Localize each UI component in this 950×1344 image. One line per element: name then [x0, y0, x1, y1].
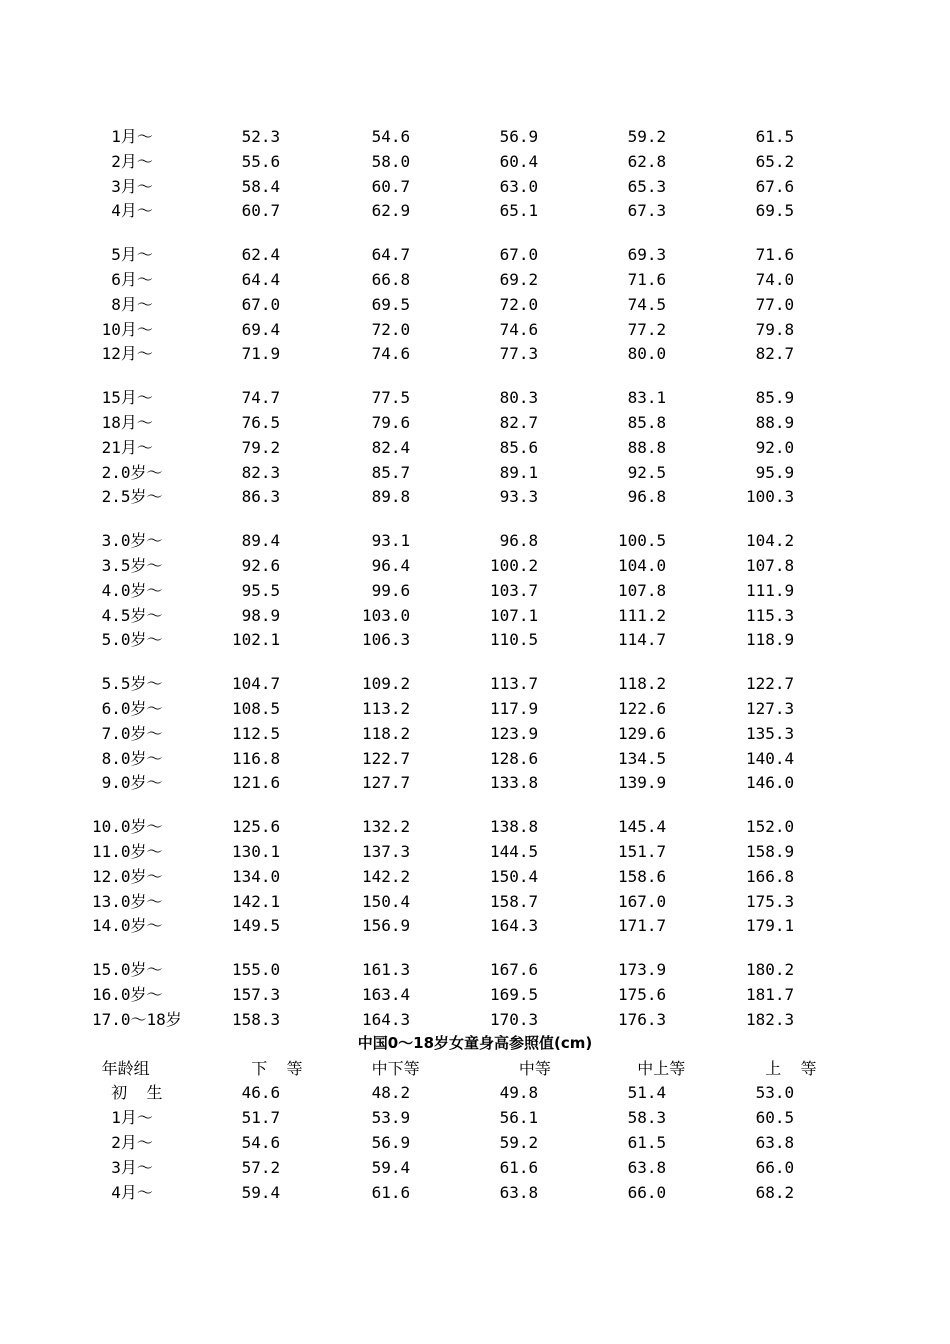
table-row — [0, 672, 950, 696]
table-row — [0, 293, 950, 317]
upper-middle-cell: 77.2 — [618, 319, 667, 339]
age-group-cell: 7.0岁～ — [92, 723, 163, 743]
middle-cell: 56.9 — [490, 127, 539, 146]
table-row — [0, 914, 950, 938]
table-row — [0, 461, 950, 485]
table-row — [0, 243, 950, 267]
high-cell: 95.9 — [746, 462, 795, 482]
high-cell: 175.3 — [746, 891, 795, 911]
middle-cell: 167.6 — [490, 960, 539, 980]
upper-middle-cell: 58.3 — [618, 1108, 667, 1128]
low-cell: 74.7 — [232, 388, 281, 408]
lower-middle-cell: 137.3 — [362, 842, 411, 861]
table-row — [0, 697, 950, 721]
upper-middle-cell: 69.3 — [618, 245, 667, 265]
table-row — [0, 1081, 950, 1105]
upper-middle-cell: 171.7 — [618, 916, 667, 936]
age-group-cell: 6月～ — [92, 270, 153, 289]
table-row — [0, 342, 950, 366]
upper-middle-cell: 83.1 — [618, 388, 667, 408]
table-row — [0, 1156, 950, 1180]
lower-middle-cell: 69.5 — [362, 294, 411, 314]
table-row — [0, 268, 950, 292]
table-row — [0, 199, 950, 223]
upper-middle-cell: 176.3 — [618, 1009, 667, 1029]
upper-middle-cell: 134.5 — [618, 748, 667, 768]
table-row — [0, 628, 950, 652]
age-group-cell: 4月～ — [92, 1182, 153, 1202]
age-group-cell: 6.0岁～ — [92, 699, 163, 718]
high-cell: 127.3 — [746, 699, 795, 718]
high-cell: 135.3 — [746, 723, 795, 743]
low-cell: 157.3 — [232, 985, 281, 1004]
low-cell: 82.3 — [232, 462, 281, 482]
table-row — [0, 175, 950, 199]
lower-middle-cell: 53.9 — [362, 1108, 411, 1128]
middle-cell: 113.7 — [490, 674, 539, 694]
age-group-cell: 9.0岁～ — [92, 773, 163, 793]
high-cell: 69.5 — [746, 201, 795, 221]
upper-middle-cell: 61.5 — [618, 1133, 667, 1152]
lower-middle-cell: 56.9 — [362, 1133, 411, 1152]
high-cell: 115.3 — [746, 605, 795, 625]
table-row — [0, 554, 950, 578]
low-cell: 112.5 — [232, 723, 281, 743]
upper-middle-cell: 104.0 — [618, 556, 667, 575]
low-cell: 142.1 — [232, 891, 281, 911]
high-cell: 107.8 — [746, 556, 795, 575]
age-group-cell: 3月～ — [92, 1157, 153, 1177]
table-row — [0, 983, 950, 1007]
high-cell: 181.7 — [746, 985, 795, 1004]
lower-middle-cell: 99.6 — [362, 580, 411, 600]
middle-cell: 158.7 — [490, 891, 539, 911]
low-cell: 71.9 — [232, 344, 281, 364]
high-cell: 182.3 — [746, 1009, 795, 1029]
middle-cell: 110.5 — [490, 630, 539, 650]
middle-cell: 80.3 — [490, 388, 539, 408]
low-cell: 158.3 — [232, 1009, 281, 1029]
upper-middle-cell: 151.7 — [618, 842, 667, 861]
low-cell: 98.9 — [232, 605, 281, 625]
high-cell: 61.5 — [746, 127, 795, 146]
lower-middle-cell: 74.6 — [362, 344, 411, 364]
upper-middle-cell: 71.6 — [618, 270, 667, 289]
upper-middle-cell: 65.3 — [618, 176, 667, 196]
high-cell: 122.7 — [746, 674, 795, 694]
middle-cell: 128.6 — [490, 748, 539, 768]
high-cell: 158.9 — [746, 842, 795, 861]
low-cell: 60.7 — [232, 201, 281, 221]
age-group-cell: 5.0岁～ — [92, 630, 163, 650]
low-cell: 67.0 — [232, 294, 281, 314]
lower-middle-cell: 77.5 — [362, 388, 411, 408]
high-cell: 179.1 — [746, 916, 795, 936]
middle-cell: 96.8 — [490, 531, 539, 551]
age-group-cell: 16.0岁～ — [92, 985, 163, 1004]
high-cell: 66.0 — [746, 1157, 795, 1177]
middle-cell: 133.8 — [490, 773, 539, 793]
lower-middle-cell: 59.4 — [362, 1157, 411, 1177]
lower-middle-cell: 60.7 — [362, 176, 411, 196]
table-title: 中国0～18岁女童身高参照值(cm) — [357, 1033, 593, 1052]
low-cell: 116.8 — [232, 748, 281, 768]
table-row — [0, 529, 950, 553]
high-cell: 166.8 — [746, 866, 795, 886]
lower-middle-cell: 64.7 — [362, 245, 411, 265]
table-row — [0, 722, 950, 746]
middle-cell: 82.7 — [490, 413, 539, 432]
low-cell: 57.2 — [232, 1157, 281, 1177]
low-cell: 51.7 — [232, 1108, 281, 1128]
age-group-cell: 4.0岁～ — [92, 580, 163, 600]
lower-middle-cell: 150.4 — [362, 891, 411, 911]
table-row — [0, 604, 950, 628]
age-group-cell: 1月～ — [92, 127, 153, 146]
upper-middle-cell: 167.0 — [618, 891, 667, 911]
table-header-row — [0, 1057, 950, 1081]
table-row — [0, 579, 950, 603]
age-group-cell: 1月～ — [92, 1108, 153, 1128]
low-cell: 下 等 — [232, 1058, 303, 1078]
middle-cell: 85.6 — [490, 437, 539, 457]
high-cell: 140.4 — [746, 748, 795, 768]
lower-middle-cell: 156.9 — [362, 916, 411, 936]
table-row — [0, 958, 950, 982]
age-group-cell: 13.0岁～ — [92, 891, 163, 911]
lower-middle-cell: 66.8 — [362, 270, 411, 289]
upper-middle-cell: 114.7 — [618, 630, 667, 650]
middle-cell: 49.8 — [490, 1083, 539, 1103]
lower-middle-cell: 93.1 — [362, 531, 411, 551]
middle-cell: 中等 — [490, 1058, 551, 1078]
upper-middle-cell: 175.6 — [618, 985, 667, 1004]
age-group-cell: 17.0～18岁 — [92, 1009, 182, 1029]
low-cell: 76.5 — [232, 413, 281, 432]
lower-middle-cell: 103.0 — [362, 605, 411, 625]
table-row — [0, 1106, 950, 1130]
age-group-cell: 18月～ — [92, 413, 153, 432]
table-row — [0, 1008, 950, 1032]
middle-cell: 123.9 — [490, 723, 539, 743]
lower-middle-cell: 106.3 — [362, 630, 411, 650]
low-cell: 69.4 — [232, 319, 281, 339]
upper-middle-cell: 139.9 — [618, 773, 667, 793]
high-cell: 85.9 — [746, 388, 795, 408]
lower-middle-cell: 163.4 — [362, 985, 411, 1004]
middle-cell: 61.6 — [490, 1157, 539, 1177]
low-cell: 155.0 — [232, 960, 281, 980]
high-cell: 82.7 — [746, 344, 795, 364]
age-group-cell: 2月～ — [92, 1133, 153, 1152]
low-cell: 104.7 — [232, 674, 281, 694]
high-cell: 92.0 — [746, 437, 795, 457]
age-group-cell: 年龄组 — [92, 1058, 150, 1078]
lower-middle-cell: 127.7 — [362, 773, 411, 793]
lower-middle-cell: 中下等 — [362, 1058, 420, 1078]
age-group-cell: 2月～ — [92, 151, 153, 171]
high-cell: 104.2 — [746, 531, 795, 551]
high-cell: 60.5 — [746, 1108, 795, 1128]
table-row — [0, 318, 950, 342]
low-cell: 59.4 — [232, 1182, 281, 1202]
table-row — [0, 890, 950, 914]
middle-cell: 74.6 — [490, 319, 539, 339]
low-cell: 62.4 — [232, 245, 281, 265]
lower-middle-cell: 48.2 — [362, 1083, 411, 1103]
upper-middle-cell: 111.2 — [618, 605, 667, 625]
middle-cell: 77.3 — [490, 344, 539, 364]
high-cell: 152.0 — [746, 817, 795, 837]
middle-cell: 65.1 — [490, 201, 539, 221]
age-group-cell: 3.5岁～ — [92, 556, 163, 575]
table-row — [0, 865, 950, 889]
lower-middle-cell: 109.2 — [362, 674, 411, 694]
low-cell: 86.3 — [232, 487, 281, 507]
low-cell: 64.4 — [232, 270, 281, 289]
lower-middle-cell: 142.2 — [362, 866, 411, 886]
lower-middle-cell: 72.0 — [362, 319, 411, 339]
age-group-cell: 10月～ — [92, 319, 153, 339]
age-group-cell: 8.0岁～ — [92, 748, 163, 768]
middle-cell: 60.4 — [490, 151, 539, 171]
low-cell: 102.1 — [232, 630, 281, 650]
low-cell: 89.4 — [232, 531, 281, 551]
upper-middle-cell: 100.5 — [618, 531, 667, 551]
table-row — [0, 815, 950, 839]
upper-middle-cell: 66.0 — [618, 1182, 667, 1202]
middle-cell: 138.8 — [490, 817, 539, 837]
upper-middle-cell: 62.8 — [618, 151, 667, 171]
lower-middle-cell: 118.2 — [362, 723, 411, 743]
age-group-cell: 11.0岁～ — [92, 842, 163, 861]
age-group-cell: 21月～ — [92, 437, 153, 457]
high-cell: 65.2 — [746, 151, 795, 171]
upper-middle-cell: 59.2 — [618, 127, 667, 146]
low-cell: 79.2 — [232, 437, 281, 457]
table-row — [0, 771, 950, 795]
upper-middle-cell: 74.5 — [618, 294, 667, 314]
upper-middle-cell: 中上等 — [618, 1058, 686, 1078]
middle-cell: 89.1 — [490, 462, 539, 482]
middle-cell: 67.0 — [490, 245, 539, 265]
age-group-cell: 12.0岁～ — [92, 866, 163, 886]
low-cell: 125.6 — [232, 817, 281, 837]
low-cell: 121.6 — [232, 773, 281, 793]
middle-cell: 100.2 — [490, 556, 539, 575]
high-cell: 71.6 — [746, 245, 795, 265]
low-cell: 54.6 — [232, 1133, 281, 1152]
high-cell: 68.2 — [746, 1182, 795, 1202]
table-row — [0, 840, 950, 864]
age-group-cell: 5月～ — [92, 245, 153, 265]
upper-middle-cell: 92.5 — [618, 462, 667, 482]
low-cell: 92.6 — [232, 556, 281, 575]
high-cell: 180.2 — [746, 960, 795, 980]
high-cell: 111.9 — [746, 580, 795, 600]
high-cell: 79.8 — [746, 319, 795, 339]
low-cell: 95.5 — [232, 580, 281, 600]
high-cell: 146.0 — [746, 773, 795, 793]
table-row — [0, 1181, 950, 1205]
middle-cell: 63.8 — [490, 1182, 539, 1202]
age-group-cell: 10.0岁～ — [92, 817, 163, 837]
high-cell: 88.9 — [746, 413, 795, 432]
lower-middle-cell: 54.6 — [362, 127, 411, 146]
age-group-cell: 5.5岁～ — [92, 674, 163, 694]
age-group-cell: 15月～ — [92, 388, 153, 408]
upper-middle-cell: 118.2 — [618, 674, 667, 694]
table-row — [0, 485, 950, 509]
table-row — [0, 411, 950, 435]
lower-middle-cell: 79.6 — [362, 413, 411, 432]
middle-cell: 63.0 — [490, 176, 539, 196]
upper-middle-cell: 67.3 — [618, 201, 667, 221]
upper-middle-cell: 145.4 — [618, 817, 667, 837]
lower-middle-cell: 61.6 — [362, 1182, 411, 1202]
middle-cell: 150.4 — [490, 866, 539, 886]
middle-cell: 170.3 — [490, 1009, 539, 1029]
low-cell: 149.5 — [232, 916, 281, 936]
age-group-cell: 2.0岁～ — [92, 462, 163, 482]
lower-middle-cell: 82.4 — [362, 437, 411, 457]
table-row — [0, 125, 950, 149]
high-cell: 53.0 — [746, 1083, 795, 1103]
lower-middle-cell: 132.2 — [362, 817, 411, 837]
high-cell: 77.0 — [746, 294, 795, 314]
lower-middle-cell: 85.7 — [362, 462, 411, 482]
age-group-cell: 4.5岁～ — [92, 605, 163, 625]
age-group-cell: 3.0岁～ — [92, 531, 163, 551]
lower-middle-cell: 58.0 — [362, 151, 411, 171]
middle-cell: 103.7 — [490, 580, 539, 600]
high-cell: 67.6 — [746, 176, 795, 196]
middle-cell: 144.5 — [490, 842, 539, 861]
low-cell: 108.5 — [232, 699, 281, 718]
upper-middle-cell: 158.6 — [618, 866, 667, 886]
low-cell: 46.6 — [232, 1083, 281, 1103]
low-cell: 55.6 — [232, 151, 281, 171]
middle-cell: 72.0 — [490, 294, 539, 314]
upper-middle-cell: 80.0 — [618, 344, 667, 364]
middle-cell: 107.1 — [490, 605, 539, 625]
upper-middle-cell: 122.6 — [618, 699, 667, 718]
upper-middle-cell: 63.8 — [618, 1157, 667, 1177]
high-cell: 118.9 — [746, 630, 795, 650]
table-row — [0, 1131, 950, 1155]
age-group-cell: 8月～ — [92, 294, 153, 314]
low-cell: 130.1 — [232, 842, 281, 861]
lower-middle-cell: 161.3 — [362, 960, 411, 980]
middle-cell: 117.9 — [490, 699, 539, 718]
lower-middle-cell: 164.3 — [362, 1009, 411, 1029]
middle-cell: 56.1 — [490, 1108, 539, 1128]
upper-middle-cell: 88.8 — [618, 437, 667, 457]
middle-cell: 169.5 — [490, 985, 539, 1004]
age-group-cell: 2.5岁～ — [92, 487, 163, 507]
table-row — [0, 386, 950, 410]
upper-middle-cell: 173.9 — [618, 960, 667, 980]
middle-cell: 93.3 — [490, 487, 539, 507]
high-cell: 74.0 — [746, 270, 795, 289]
lower-middle-cell: 89.8 — [362, 487, 411, 507]
table-row — [0, 150, 950, 174]
lower-middle-cell: 113.2 — [362, 699, 411, 718]
upper-middle-cell: 51.4 — [618, 1083, 667, 1103]
lower-middle-cell: 62.9 — [362, 201, 411, 221]
table-row — [0, 747, 950, 771]
high-cell: 63.8 — [746, 1133, 795, 1152]
age-group-cell: 12月～ — [92, 344, 153, 364]
middle-cell: 59.2 — [490, 1133, 539, 1152]
age-group-cell: 初 生 — [92, 1083, 163, 1103]
upper-middle-cell: 85.8 — [618, 413, 667, 432]
low-cell: 134.0 — [232, 866, 281, 886]
table-row — [0, 436, 950, 460]
upper-middle-cell: 96.8 — [618, 487, 667, 507]
middle-cell: 69.2 — [490, 270, 539, 289]
age-group-cell: 4月～ — [92, 201, 153, 221]
age-group-cell: 15.0岁～ — [92, 960, 163, 980]
high-cell: 上 等 — [746, 1058, 817, 1078]
upper-middle-cell: 107.8 — [618, 580, 667, 600]
low-cell: 52.3 — [232, 127, 281, 146]
low-cell: 58.4 — [232, 176, 281, 196]
age-group-cell: 3月～ — [92, 176, 153, 196]
high-cell: 100.3 — [746, 487, 795, 507]
middle-cell: 164.3 — [490, 916, 539, 936]
upper-middle-cell: 129.6 — [618, 723, 667, 743]
lower-middle-cell: 96.4 — [362, 556, 411, 575]
age-group-cell: 14.0岁～ — [92, 916, 163, 936]
lower-middle-cell: 122.7 — [362, 748, 411, 768]
